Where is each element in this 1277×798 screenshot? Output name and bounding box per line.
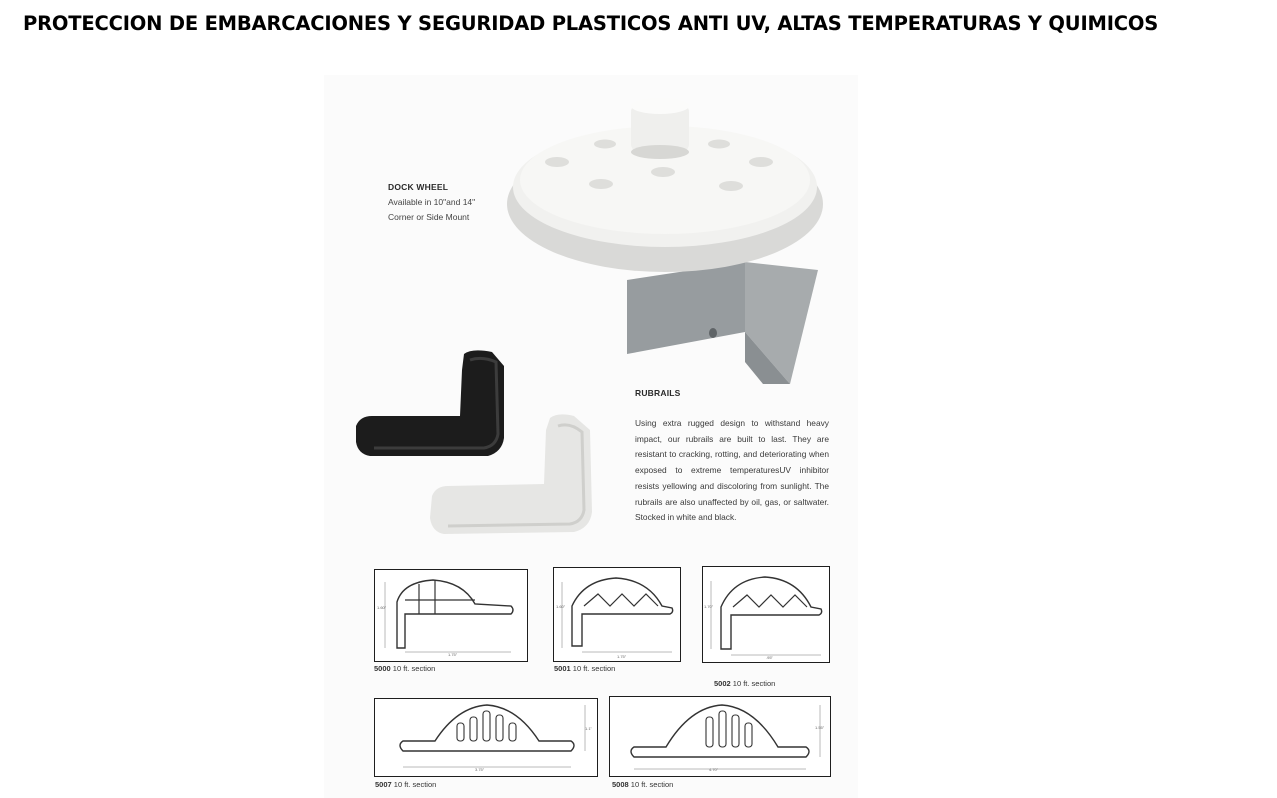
profile-5001-outline xyxy=(554,568,680,661)
profile-5007-drawing xyxy=(374,698,598,777)
profile-5007-outline xyxy=(375,699,597,776)
section-5002: 10 ft. section xyxy=(732,679,776,688)
dim-5002-w: .95" xyxy=(766,655,773,660)
rubrail-corners-image xyxy=(352,346,607,540)
code-5001: 5001 xyxy=(554,664,571,673)
dim-5002-h: 1.70" xyxy=(704,604,714,609)
profile-5000-outline xyxy=(375,570,527,661)
caption-5008 xyxy=(612,780,673,789)
caption-5007 xyxy=(375,780,436,789)
dim-5001-h: 1.60" xyxy=(556,604,566,609)
dim-5000-w: 1.75" xyxy=(448,652,458,657)
code-5000: 5000 xyxy=(374,664,391,673)
profile-5008-outline xyxy=(610,697,830,776)
profile-5002-drawing xyxy=(702,566,830,663)
dock-wheel-mount: Corner or Side Mount xyxy=(388,212,470,222)
code-5007: 5007 xyxy=(375,780,392,789)
profile-5001-drawing xyxy=(553,567,681,662)
dim-5007-w: 3.75" xyxy=(475,767,485,772)
dock-wheel-sizes: Available in 10"and 14" xyxy=(388,197,476,207)
dock-wheel-heading: DOCK WHEEL xyxy=(388,182,449,192)
code-5002: 5002 xyxy=(714,679,731,688)
section-5001: 10 ft. section xyxy=(572,664,616,673)
dim-5000-h: 1.60" xyxy=(377,605,387,610)
section-5007: 10 ft. section xyxy=(393,780,437,789)
dim-5008-w: 4.70" xyxy=(709,767,719,772)
rubrails-description: Using extra rugged design to withstand heavy impact, our rubrails are built to last. They are resistant to cracking, rotting, and deteriorating when exposed to extreme temperaturesUV inhibitor resists yellowing and discoloring from sunlight. The rubrails are also unaffected by oil, gas, or saltwater. Stocked in white and black. xyxy=(635,418,829,523)
section-5008: 10 ft. section xyxy=(630,780,674,789)
profile-5000-drawing xyxy=(374,569,528,662)
caption-5000 xyxy=(374,664,435,673)
page-title: PROTECCION DE EMBARCACIONES Y SEGURIDAD PLASTICOS ANTI UV, ALTAS TEMPERATURAS Y QUIMICOS xyxy=(23,12,1159,35)
rubrails-heading: RUBRAILS xyxy=(635,388,681,398)
section-5000: 10 ft. section xyxy=(392,664,436,673)
dim-5001-w: 1.75" xyxy=(617,654,627,659)
caption-5002 xyxy=(714,679,775,688)
profile-5008-drawing xyxy=(609,696,831,777)
caption-5001 xyxy=(554,664,615,673)
profile-5002-outline xyxy=(703,567,829,662)
code-5008: 5008 xyxy=(612,780,629,789)
dim-5007-h: 1.1" xyxy=(585,726,592,731)
dim-5008-h: 1.55" xyxy=(815,725,825,730)
